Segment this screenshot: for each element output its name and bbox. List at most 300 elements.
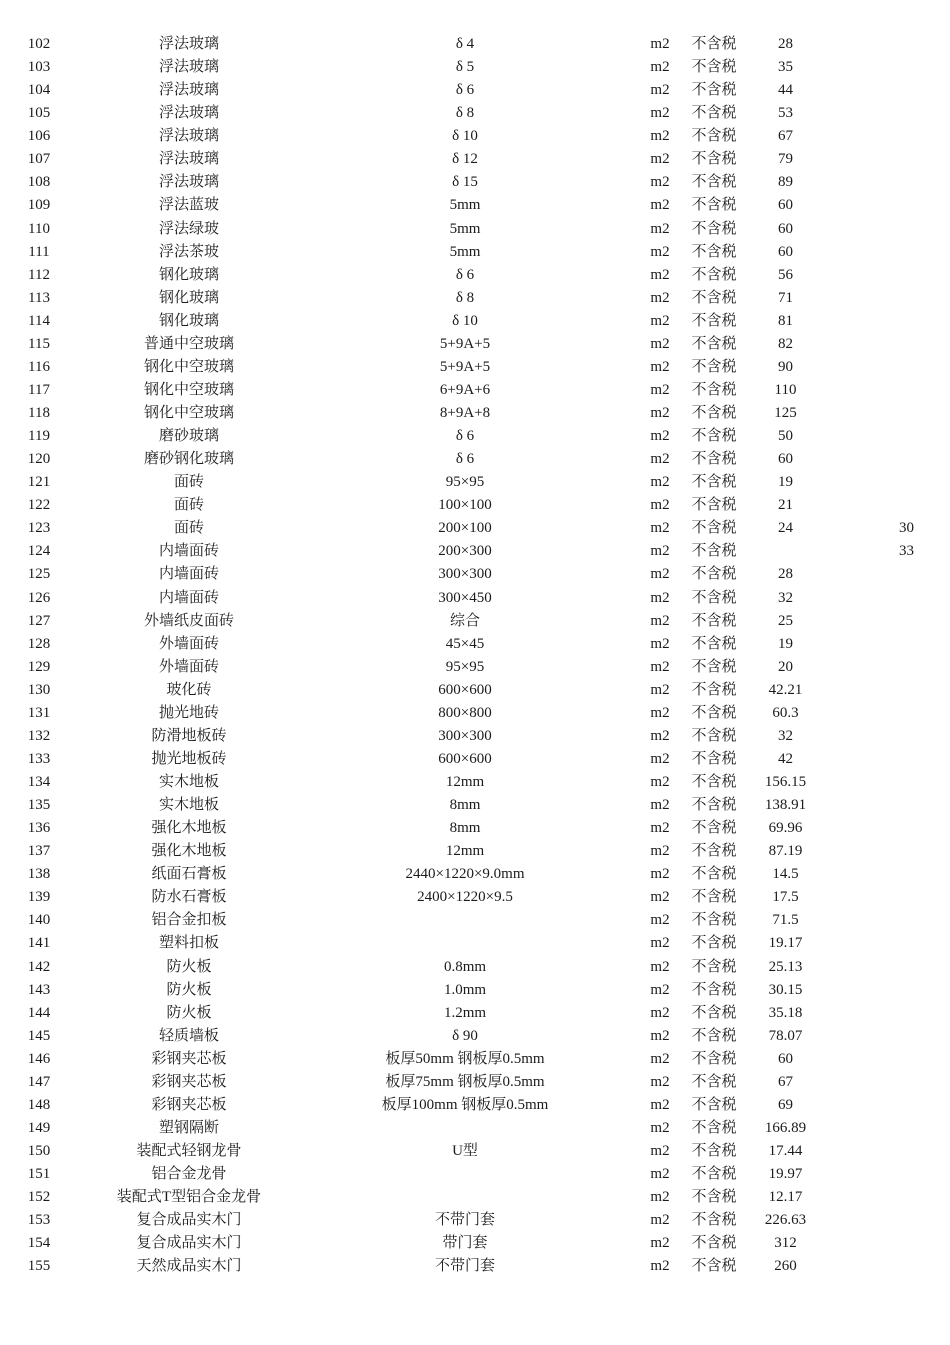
spec: 带门套 — [442, 1235, 488, 1252]
spec: δ 12 — [452, 151, 478, 168]
material-name: 纸面石膏板 — [151, 866, 227, 883]
table-row — [0, 909, 950, 932]
row-number: 122 — [27, 497, 51, 514]
column-spacer — [833, 563, 863, 586]
row-number: 102 — [27, 36, 51, 52]
row-number: 130 — [27, 681, 51, 698]
price: 90 — [778, 358, 793, 375]
price: 60 — [778, 197, 793, 214]
price-alt — [863, 1140, 950, 1163]
price-alt — [863, 979, 950, 1002]
material-name: 内墙面砖 — [158, 566, 219, 583]
column-spacer — [833, 725, 863, 748]
material-name: 面砖 — [173, 520, 204, 537]
row-number: 143 — [27, 981, 51, 998]
row-number: 127 — [27, 612, 51, 629]
price: 17.5 — [772, 889, 799, 906]
table-row — [0, 1186, 950, 1209]
material-name: 塑钢隔断 — [158, 1119, 219, 1136]
price-alt — [863, 241, 950, 264]
spec: 8mm — [449, 797, 481, 814]
table-row — [0, 33, 950, 56]
row-number: 137 — [27, 843, 51, 860]
table-row — [0, 932, 950, 955]
row-number: 118 — [28, 405, 50, 421]
tax-status: 不含税 — [691, 727, 737, 744]
unit: m2 — [650, 289, 670, 306]
unit: m2 — [650, 220, 670, 237]
tax-status: 不含税 — [691, 843, 737, 860]
material-name: 浮法玻璃 — [158, 151, 219, 168]
price: 32 — [778, 589, 793, 606]
column-spacer — [833, 956, 863, 979]
column-spacer — [833, 471, 863, 494]
price-alt — [863, 863, 950, 886]
row-number: 144 — [27, 1004, 51, 1021]
spec: 300×300 — [438, 727, 492, 744]
unit: m2 — [650, 1235, 670, 1252]
table-row — [0, 287, 950, 310]
price-alt — [863, 287, 950, 310]
tax-status: 不含税 — [691, 197, 737, 214]
spec: 板厚100mm 钢板厚0.5mm — [381, 1096, 549, 1113]
spec: 5mm — [449, 220, 481, 237]
column-spacer — [833, 540, 863, 563]
material-name: 内墙面砖 — [158, 543, 219, 560]
spec: 5+9A+5 — [439, 358, 491, 375]
column-spacer — [833, 1094, 863, 1117]
price: 81 — [778, 312, 793, 329]
table-row — [0, 1071, 950, 1094]
table-row — [0, 379, 950, 402]
price: 156.15 — [764, 774, 807, 790]
price-alt — [863, 1117, 950, 1140]
price: 17.44 — [768, 1143, 803, 1159]
table-row — [0, 448, 950, 471]
column-spacer — [833, 241, 863, 264]
material-name: 防水石膏板 — [151, 889, 227, 906]
material-name: 浮法玻璃 — [158, 82, 219, 99]
material-name: 实木地板 — [158, 797, 219, 814]
price-alt — [863, 425, 950, 448]
unit: m2 — [650, 958, 670, 975]
price: 24 — [778, 520, 793, 537]
material-name: 浮法玻璃 — [158, 105, 219, 122]
spec: 300×450 — [438, 589, 492, 606]
column-spacer — [833, 840, 863, 863]
material-name: 浮法茶玻 — [158, 243, 219, 260]
column-spacer — [833, 1071, 863, 1094]
unit: m2 — [650, 1073, 670, 1090]
column-spacer — [833, 1186, 863, 1209]
price-alt — [863, 886, 950, 909]
material-name: 实木地板 — [158, 774, 219, 790]
tax-status: 不含税 — [691, 358, 737, 375]
price-alt — [863, 1002, 950, 1025]
tax-status: 不含税 — [691, 774, 737, 790]
price-alt — [863, 956, 950, 979]
row-number: 123 — [27, 520, 51, 537]
column-spacer — [833, 148, 863, 171]
unit: m2 — [650, 912, 670, 929]
table-row — [0, 125, 950, 148]
price: 60 — [778, 1050, 793, 1067]
spec: 综合 — [449, 612, 480, 629]
table-row — [0, 1094, 950, 1117]
spec: 板厚50mm 钢板厚0.5mm — [385, 1050, 545, 1067]
spec: 600×600 — [438, 681, 492, 698]
price: 69 — [778, 1096, 793, 1113]
table-row — [0, 102, 950, 125]
spec: 200×300 — [438, 543, 492, 560]
price-alt — [863, 610, 950, 633]
table-row — [0, 494, 950, 517]
row-number: 115 — [28, 335, 50, 352]
material-name: 面砖 — [173, 474, 204, 491]
unit: m2 — [650, 1258, 670, 1275]
price: 226.63 — [764, 1212, 807, 1229]
row-number: 108 — [27, 174, 51, 191]
price-alt: 33 — [899, 543, 914, 560]
row-number: 129 — [27, 658, 51, 675]
price-alt — [863, 333, 950, 356]
row-number: 107 — [27, 151, 51, 168]
price-alt — [863, 702, 950, 725]
row-number: 148 — [27, 1096, 51, 1113]
row-number: 112 — [28, 266, 50, 283]
unit: m2 — [650, 774, 670, 790]
table-row — [0, 540, 950, 563]
tax-status: 不含税 — [691, 474, 737, 491]
price: 35.18 — [768, 1004, 803, 1021]
table-row — [0, 402, 950, 425]
tax-status: 不含税 — [691, 82, 737, 99]
price-alt — [863, 794, 950, 817]
tax-status: 不含税 — [691, 36, 737, 52]
row-number: 105 — [27, 105, 51, 122]
column-spacer — [833, 909, 863, 932]
price: 89 — [778, 174, 793, 191]
column-spacer — [833, 402, 863, 425]
material-name: 装配式T型铝合金龙骨 — [116, 1189, 262, 1206]
table-row — [0, 1209, 950, 1232]
tax-status: 不含税 — [691, 589, 737, 606]
row-number: 155 — [27, 1258, 51, 1275]
spec: δ 6 — [455, 266, 475, 283]
unit: m2 — [650, 197, 670, 214]
column-spacer — [833, 817, 863, 840]
price: 35 — [778, 59, 793, 76]
spec — [300, 1117, 630, 1140]
table-row — [0, 241, 950, 264]
table-row — [0, 1117, 950, 1140]
price: 60.3 — [772, 704, 799, 721]
price-alt — [863, 471, 950, 494]
price: 69.96 — [768, 820, 803, 837]
column-spacer — [833, 1117, 863, 1140]
unit: m2 — [650, 1212, 670, 1229]
tax-status: 不含税 — [691, 543, 737, 560]
price-alt — [863, 194, 950, 217]
material-name: 内墙面砖 — [158, 589, 219, 606]
row-number: 135 — [27, 797, 51, 814]
spec: 100×100 — [438, 497, 492, 514]
price-alt — [863, 840, 950, 863]
price: 19 — [778, 635, 793, 652]
price-alt — [863, 379, 950, 402]
column-spacer — [833, 517, 863, 540]
column-spacer — [833, 494, 863, 517]
table-row — [0, 171, 950, 194]
tax-status: 不含税 — [691, 174, 737, 191]
price: 42.21 — [768, 681, 803, 698]
unit: m2 — [650, 497, 670, 514]
price: 19.17 — [768, 935, 803, 952]
row-number: 104 — [27, 82, 51, 99]
unit: m2 — [650, 935, 670, 952]
table-row — [0, 794, 950, 817]
column-spacer — [833, 79, 863, 102]
unit: m2 — [650, 428, 670, 445]
tax-status: 不含税 — [691, 912, 737, 929]
tax-status: 不含税 — [691, 451, 737, 468]
price: 28 — [778, 36, 793, 52]
table-row — [0, 886, 950, 909]
material-name: 铝合金扣板 — [151, 912, 227, 929]
price-alt — [863, 587, 950, 610]
row-number: 154 — [27, 1235, 51, 1252]
material-name: 防火板 — [166, 981, 212, 998]
price — [738, 540, 833, 563]
tax-status: 不含税 — [691, 1073, 737, 1090]
column-spacer — [833, 310, 863, 333]
tax-status: 不含税 — [691, 1050, 737, 1067]
table-row — [0, 1255, 950, 1278]
tax-status: 不含税 — [691, 958, 737, 975]
price-alt — [863, 494, 950, 517]
tax-status: 不含税 — [691, 243, 737, 260]
material-name: 钢化玻璃 — [158, 289, 219, 306]
row-number: 152 — [27, 1189, 51, 1206]
column-spacer — [833, 886, 863, 909]
spec: 8+9A+8 — [439, 405, 491, 421]
tax-status: 不含税 — [691, 981, 737, 998]
unit: m2 — [650, 635, 670, 652]
spec: 2440×1220×9.0mm — [405, 866, 525, 883]
tax-status: 不含税 — [691, 381, 737, 398]
price: 19 — [778, 474, 793, 491]
material-name: 浮法玻璃 — [158, 174, 219, 191]
tax-status: 不含税 — [691, 59, 737, 76]
spec: 12mm — [445, 774, 485, 790]
price-alt — [863, 725, 950, 748]
table-row — [0, 633, 950, 656]
table-row — [0, 333, 950, 356]
table-row — [0, 817, 950, 840]
unit: m2 — [650, 820, 670, 837]
unit: m2 — [650, 727, 670, 744]
table-row — [0, 610, 950, 633]
table-row — [0, 79, 950, 102]
material-name: 浮法玻璃 — [158, 36, 219, 52]
price: 166.89 — [764, 1119, 807, 1136]
spec: 12mm — [445, 843, 485, 860]
row-number: 134 — [27, 774, 51, 790]
spec — [300, 1163, 630, 1186]
table-row — [0, 656, 950, 679]
tax-status: 不含税 — [691, 1096, 737, 1113]
unit: m2 — [650, 36, 670, 52]
price-alt — [863, 171, 950, 194]
price: 25 — [778, 612, 793, 629]
column-spacer — [833, 56, 863, 79]
row-number: 103 — [27, 59, 51, 76]
tax-status: 不含税 — [691, 750, 737, 767]
unit: m2 — [650, 981, 670, 998]
material-name: 磨砂玻璃 — [158, 428, 219, 445]
table-row — [0, 1048, 950, 1071]
table-row — [0, 148, 950, 171]
table-row — [0, 517, 950, 540]
column-spacer — [833, 287, 863, 310]
row-number: 133 — [27, 750, 51, 767]
price-alt — [863, 125, 950, 148]
row-number: 113 — [28, 289, 50, 306]
spec: 板厚75mm 钢板厚0.5mm — [385, 1073, 545, 1090]
table-row — [0, 702, 950, 725]
material-name: 面砖 — [173, 497, 204, 514]
row-number: 109 — [27, 197, 51, 214]
spec: δ 6 — [455, 451, 475, 468]
price: 82 — [778, 335, 793, 352]
tax-status: 不含税 — [691, 520, 737, 537]
price: 28 — [778, 566, 793, 583]
unit: m2 — [650, 520, 670, 537]
unit: m2 — [650, 174, 670, 191]
tax-status: 不含税 — [691, 681, 737, 698]
unit: m2 — [650, 312, 670, 329]
spec: δ 6 — [455, 82, 475, 99]
material-name: 浮法玻璃 — [158, 59, 219, 76]
price-alt — [863, 33, 950, 56]
row-number: 150 — [27, 1143, 51, 1159]
unit: m2 — [650, 151, 670, 168]
price-alt — [863, 448, 950, 471]
price-alt — [863, 771, 950, 794]
price: 71 — [778, 289, 793, 306]
table-row — [0, 679, 950, 702]
price: 30.15 — [768, 981, 803, 998]
column-spacer — [833, 679, 863, 702]
price: 42 — [778, 750, 793, 767]
material-name: 天然成品实木门 — [136, 1258, 242, 1275]
column-spacer — [833, 794, 863, 817]
spec: 0.8mm — [443, 958, 487, 975]
material-name: 浮法绿玻 — [158, 220, 219, 237]
unit: m2 — [650, 266, 670, 283]
column-spacer — [833, 1209, 863, 1232]
material-name: 钢化玻璃 — [158, 312, 219, 329]
material-name: 复合成品实木门 — [136, 1235, 242, 1252]
price: 60 — [778, 243, 793, 260]
spec: 200×100 — [438, 520, 492, 537]
row-number: 121 — [27, 474, 51, 491]
price: 12.17 — [768, 1189, 803, 1206]
tax-status: 不含税 — [691, 266, 737, 283]
table-row — [0, 1025, 950, 1048]
unit: m2 — [650, 381, 670, 398]
column-spacer — [833, 1048, 863, 1071]
table-row — [0, 194, 950, 217]
unit: m2 — [650, 358, 670, 375]
price-alt — [863, 909, 950, 932]
material-name: 磨砂钢化玻璃 — [143, 451, 234, 468]
unit: m2 — [650, 1050, 670, 1067]
row-number: 146 — [27, 1050, 51, 1067]
tax-status: 不含税 — [691, 1143, 737, 1159]
table-row — [0, 1163, 950, 1186]
spec: 8mm — [449, 820, 481, 837]
unit: m2 — [650, 405, 670, 421]
unit: m2 — [650, 704, 670, 721]
material-name: 彩钢夹芯板 — [151, 1096, 227, 1113]
price-alt — [863, 148, 950, 171]
unit: m2 — [650, 866, 670, 883]
price-alt — [863, 1255, 950, 1278]
table-row — [0, 356, 950, 379]
material-name: 防火板 — [166, 958, 212, 975]
row-number: 151 — [27, 1166, 51, 1183]
unit: m2 — [650, 1027, 670, 1044]
tax-status: 不含税 — [691, 820, 737, 837]
price-alt — [863, 817, 950, 840]
table-row — [0, 979, 950, 1002]
tax-status: 不含税 — [691, 128, 737, 145]
table-row — [0, 956, 950, 979]
tax-status: 不含税 — [691, 497, 737, 514]
unit: m2 — [650, 59, 670, 76]
price: 87.19 — [768, 843, 803, 860]
row-number: 126 — [27, 589, 51, 606]
tax-status: 不含税 — [691, 220, 737, 237]
column-spacer — [833, 1255, 863, 1278]
row-number: 149 — [27, 1119, 51, 1136]
table-row — [0, 587, 950, 610]
column-spacer — [833, 264, 863, 287]
material-name: 抛光地板砖 — [151, 750, 227, 767]
unit: m2 — [650, 1096, 670, 1113]
material-name: 轻质墙板 — [158, 1027, 219, 1044]
material-name: 外墙面砖 — [158, 635, 219, 652]
tax-status: 不含税 — [691, 635, 737, 652]
price-alt — [863, 1025, 950, 1048]
row-number: 106 — [27, 128, 51, 145]
tax-status: 不含税 — [691, 335, 737, 352]
price: 53 — [778, 105, 793, 122]
unit: m2 — [650, 243, 670, 260]
price: 25.13 — [768, 958, 803, 975]
column-spacer — [833, 1232, 863, 1255]
column-spacer — [833, 218, 863, 241]
unit: m2 — [650, 589, 670, 606]
tax-status: 不含税 — [691, 1166, 737, 1183]
row-number: 124 — [27, 543, 51, 560]
table-row — [0, 1140, 950, 1163]
tax-status: 不含税 — [691, 1189, 737, 1206]
spec — [300, 909, 630, 932]
material-name: 抛光地砖 — [158, 704, 219, 721]
price: 14.5 — [772, 866, 799, 883]
